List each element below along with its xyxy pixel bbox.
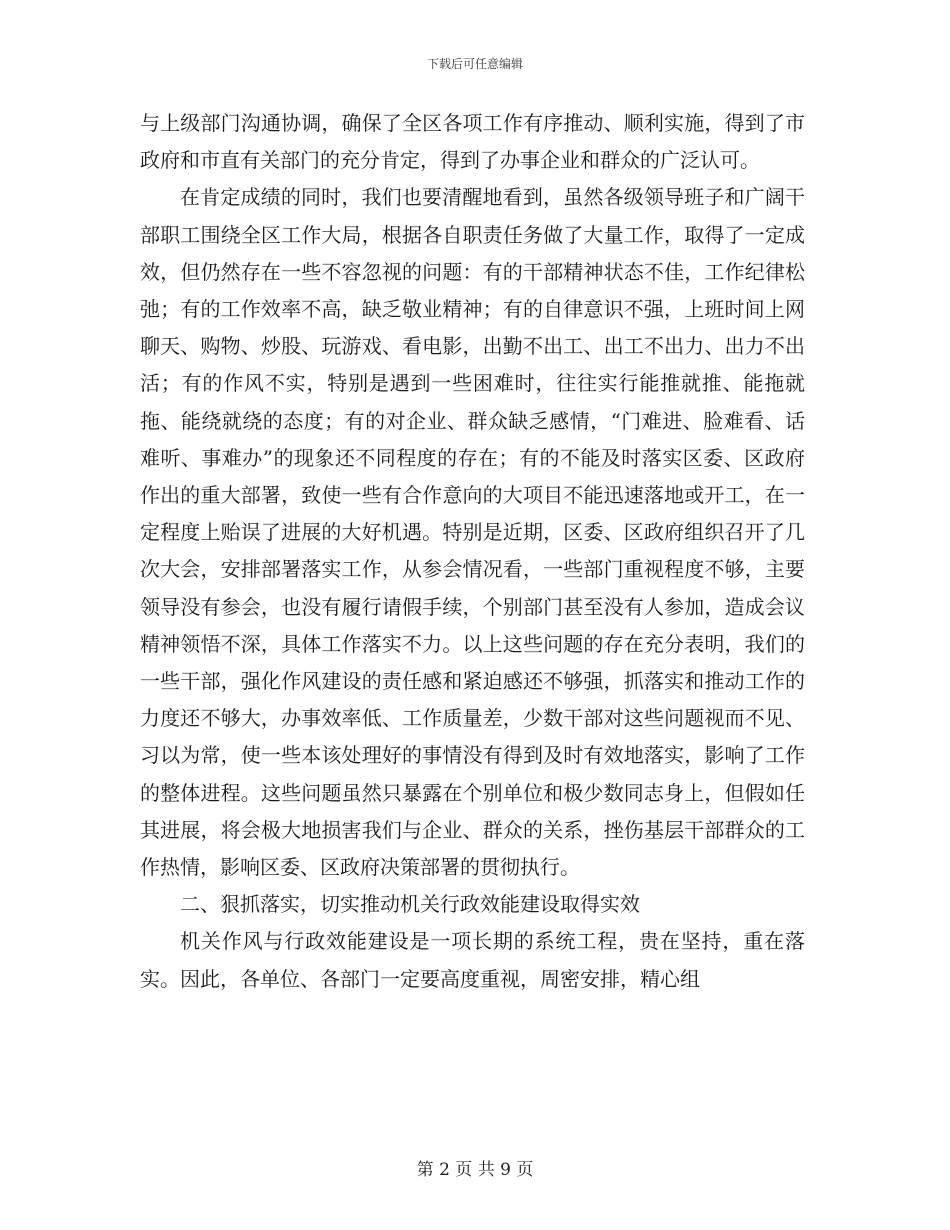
page-number: 第 2 页 共 9 页: [416, 1160, 534, 1180]
page-header: 下载后可任意编辑: [426, 57, 523, 71]
paragraph-continuation: 与上级部门沟通协调，确保了全区各项工作有序推动、顺利实施，得到了市政府和市直有关部门的充分肯定，得到了办事企业和群众的广泛认可。: [140, 111, 805, 173]
paragraph-implementation: 机关作风与行政效能建设是一项长期的系统工程，贵在坚持，重在落实。因此，各单位、各部门一定要高度重视，周密安排，精心组: [140, 929, 805, 991]
section-heading: 二、狠抓落实，切实推动机关行政效能建设取得实效: [180, 892, 640, 917]
document-body: [140, 105, 805, 998]
paragraph-problems: 在肯定成绩的同时，我们也要清醒地看到，虽然各级领导班子和广阔干部职工围绕全区工作大局，根据各自职责任务做了大量工作，取得了一定成效，但仍然存在一些不容忽视的问题：有的干部精神状态不佳，工作纪律松弛；有的工作效率不高，缺乏敬业精神；有的自律意识不强，上班时间上网聊天、购物、炒股、玩游戏、看电影，出勤不出工、出工不出力、出力不出活；有的作风不实，特别是遇到一些困难时，往往实行能推就推、能拖就拖、能绕就绕的态度；有的对企业、群众缺乏感情，“门难进、脸难看、话难听、事难办”的现象还不同程度的存在；有的不能及时落实区委、区政府作出的重大部署，致使一些有合作意向的大项目不能迅速落地或开工，在一定程度上贻误了进展的大好机遇。特别是近期，区委、区政府组织召开了几次大会，安排部署落实工作，从参会情况看，一些部门重视程度不够，主要领导没有参会，也没有履行请假手续，个别部门甚至没有人参加，造成会议精神领悟不深，具体工作落实不力。以上这些问题的存在充分表明，我们的一些干部，强化作风建设的责任感和紧迫感还不够强，抓落实和推动工作的力度还不够大，办事效率低、工作质量差，少数干部对这些问题视而不见、习以为常，使一些本该处理好的事情没有得到及时有效地落实，影响了工作的整体进程。这些问题虽然只暴露在个别单位和极少数同志身上，但假如任其进展，将会极大地损害我们与企业、群众的关系，挫伤基层干部群众的工作热情，影响区委、区政府决策部署的贯彻执行。: [140, 185, 805, 880]
